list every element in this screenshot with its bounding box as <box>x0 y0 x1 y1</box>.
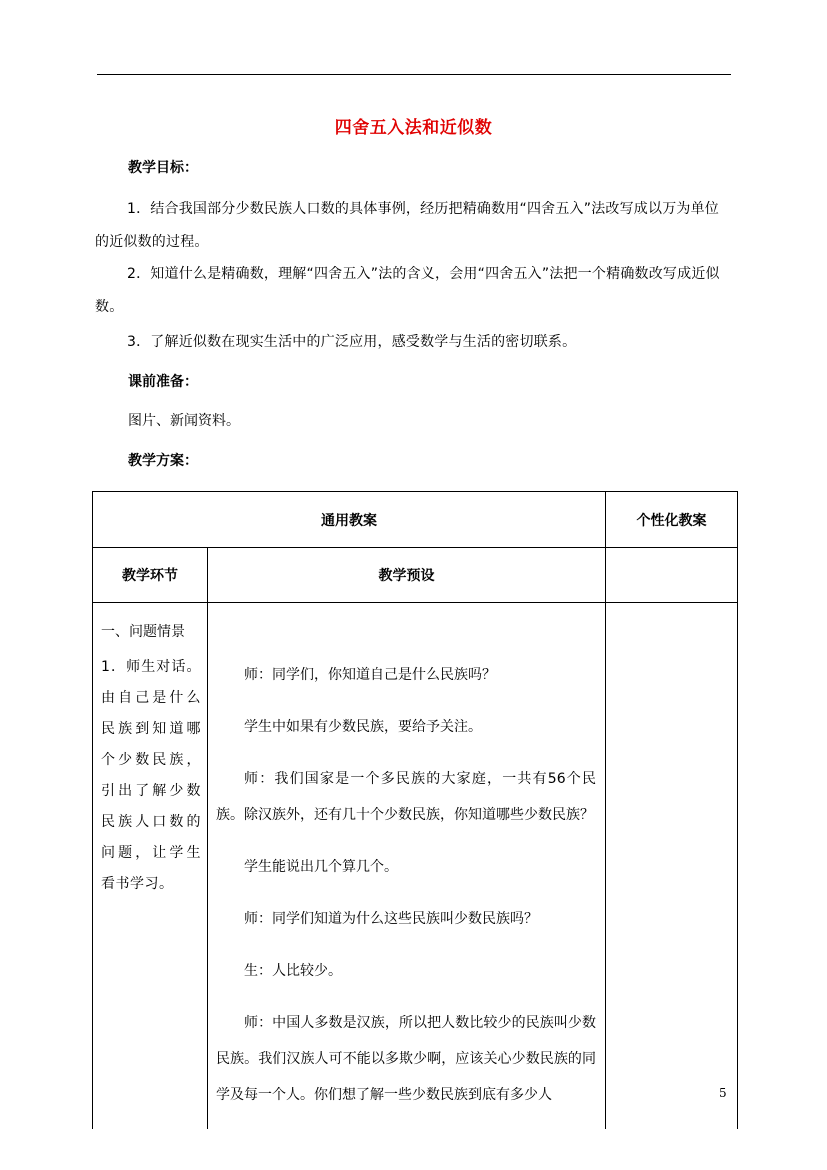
column-teaching-stage: 教学环节 <box>93 548 208 603</box>
preset-paragraph: 师：同学们，你知道自己是什么民族吗？ <box>244 667 496 683</box>
plan-heading: 教学方案： <box>128 453 198 469</box>
objective-item-1: 1．结合我国部分少数民族人口数的具体事例，经历把精确数用“四舍五入”法改写成以万为单位的近似数的过程。 <box>95 201 720 250</box>
header-general-plan: 通用教案 <box>93 492 606 548</box>
preparation-content: 图片、新闻资料。 <box>128 413 240 429</box>
preset-cell <box>208 603 606 1130</box>
objective-item-3: 3．了解近似数在现实生活中的广泛应用，感受数学与生活的密切联系。 <box>127 334 577 350</box>
preset-paragraph: 师：同学们知道为什么这些民族叫少数民族吗？ <box>244 911 538 927</box>
column-teaching-preset: 教学预设 <box>208 548 606 603</box>
objective-item-2: 2．知道什么是精确数，理解“四舍五入”法的含义，会用“四舍五入”法把一个精确数改写成近似数。 <box>95 266 720 315</box>
lesson-plan-table <box>92 491 738 1129</box>
objectives-heading: 教学目标： <box>128 160 198 176</box>
header-personal-plan: 个性化教案 <box>606 492 738 548</box>
personal-plan-header-blank <box>606 548 738 603</box>
preset-paragraph: 生：人比较少。 <box>244 963 342 979</box>
stage-title: 一、问题情景 <box>101 624 185 640</box>
stage-cell <box>93 603 208 1130</box>
page-title: 四舍五入法和近似数 <box>334 118 493 138</box>
stage-description: 1．师生对话。由自己是什么民族到知道哪个少数民族，引出了解少数民族人口数的问题，让学生看书学习。 <box>101 659 201 892</box>
preparation-heading: 课前准备： <box>128 374 198 390</box>
preset-paragraph: 师：我们国家是一个多民族的大家庭，一共有56个民族。除汉族外，还有几十个少数民族，你知道哪些少数民族？ <box>216 771 596 823</box>
preset-paragraph: 师：中国人多数是汉族，所以把人数比较少的民族叫少数民族。我们汉族人可不能以多欺少啊，应该关心少数民族的同学及每一个人。你们想了解一些少数民族到底有多少人 <box>216 1015 596 1103</box>
header-rule <box>97 74 731 75</box>
page-number: 5 <box>719 1086 727 1100</box>
preset-paragraph: 学生能说出几个算几个。 <box>244 859 398 875</box>
personal-plan-cell <box>606 603 738 1130</box>
preset-paragraph: 学生中如果有少数民族，要给予关注。 <box>244 719 482 735</box>
